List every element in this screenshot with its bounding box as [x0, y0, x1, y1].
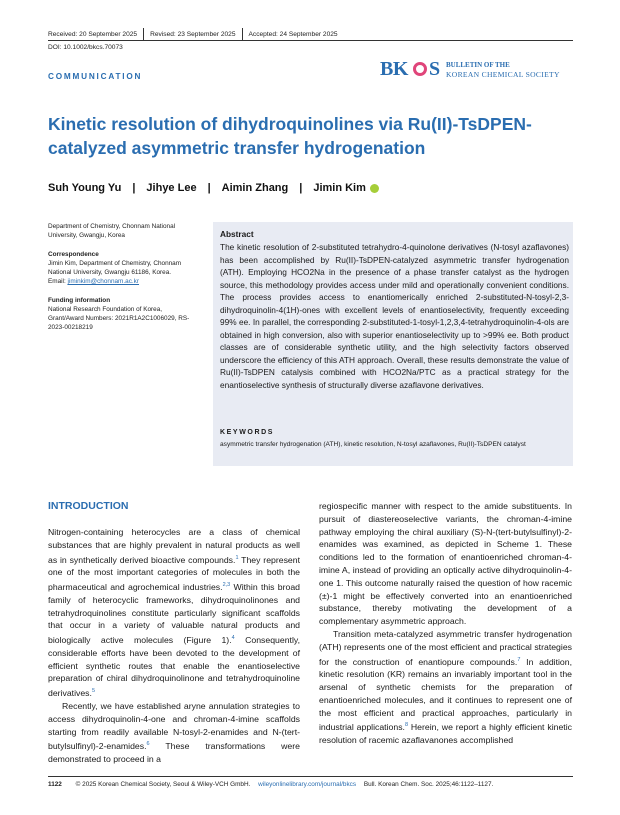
- divider: [242, 28, 243, 40]
- citation-ref[interactable]: 6: [146, 741, 150, 748]
- page-number: 1122: [48, 781, 62, 788]
- orcid-icon[interactable]: [370, 184, 379, 193]
- text-span: They represent one of the most important categories of molecules in both the pharmaceutical and agrochemical industries.: [48, 554, 301, 592]
- divider: [143, 28, 144, 40]
- section-label: COMMUNICATION: [48, 72, 143, 81]
- footer-rule: [48, 776, 573, 777]
- text-span: Consequently, considerable efforts have been devoted to the development of efficient synthetic routes that enable the enantioselective preparation of chiral dihydroquinolinone and tetrahydroquinoline derivatives.: [48, 635, 300, 699]
- text-span: These transformations were demonstrated to proceed in a: [48, 741, 300, 764]
- body-column-left: [48, 526, 300, 766]
- citation-ref[interactable]: 2,3: [222, 582, 231, 589]
- dates-bar: [48, 28, 338, 40]
- text-span: Recently, we have established aryne annulation strategies to access dihydroquinolin-4-one and chroman-4-imine scaffolds starting from readily available N-tosyl-2-enamides and N-(tert-butylsulfinyl)-2-enamides.: [48, 700, 300, 752]
- accepted-date: Accepted: 24 September 2025: [248, 30, 338, 38]
- logo-line1: BULLETIN OF THE: [446, 61, 510, 69]
- citation-ref[interactable]: 8: [404, 722, 409, 729]
- journal-logo: [380, 58, 575, 86]
- text-span: In addition, kinetic resolution (KR) remains an invariably important tool in the arsenal of synthetic chemists for the preparation of enantioenriched molecules, and it continues to represent one of the most efficient and practical approaches, particularly in industrial applications.: [319, 656, 573, 733]
- divider: |: [132, 182, 136, 194]
- logo-ring-icon: [413, 62, 427, 76]
- journal-link[interactable]: wileyonlinelibrary.com/journal/bkcs: [258, 781, 357, 788]
- abstract-text: The kinetic resolution of 2-substituted tetrahydro-4-quinolone derivatives (N-tosyl azaflavones) has been accomplished by Ru(II)-TsDPEN-catalyzed asymmetric transfer hydrogenation (ATH). Employing HCO2Na in the presence of a phase transfer catalyst as the hydrogen source, this methodology provides access under mild and operationally convenient conditions. The process provides access to enantiomerically enriched 2-substituted-N-tosyl-2,3-dihydroquinolin-4(1H)-ones with excellent levels of enantioselectivity, frequently exceeding 99% ee. In parallel, the corresponding 2-substituted-1-tosyl-1,2,3,4-tetrahydroquinolin-4-ols are obtained in high conversion, also with superior enantioselectivity up to >99% ee. Both product classes are of considerable synthetic utility, and the high selectivity factors observed underscore the efficiency of this ATH approach. Overall, these results demonstrate the value of Ru(II)-TsDPEN catalysis combined with HCO2Na/PTC as a practical strategy for the enantioselective synthesis of structurally diverse azaflavone derivatives.: [220, 242, 569, 390]
- affiliation: Department of Chemistry, Chonnam National University, Gwangju, Korea: [48, 223, 176, 239]
- paragraph: [48, 700, 300, 766]
- header-rule: [48, 40, 573, 41]
- author-name[interactable]: Suh Young Yu: [48, 182, 122, 194]
- text-span: Within this broad family of heterocyclic frameworks, dihydroquinolinones and tetrahydroquinolines constitute particularly significant scaffolds that occur in a variety of valuable natural products and biologically active molecules (Figure 1).: [48, 581, 300, 646]
- section-heading: INTRODUCTION: [48, 500, 129, 512]
- logo-line2: KOREAN CHEMICAL SOCIETY: [446, 70, 560, 79]
- author-list: [48, 182, 379, 194]
- paragraph: [319, 628, 572, 747]
- copyright: © 2025 Korean Chemical Society, Seoul & Wiley-VCH GmbH.: [75, 781, 251, 788]
- article-metadata: [48, 222, 198, 332]
- correspondence-email: [48, 277, 198, 286]
- email-link[interactable]: jiminkim@chonnam.ac.kr: [67, 278, 140, 285]
- logo-mark: BK: [380, 58, 408, 80]
- abstract-heading: Abstract: [220, 229, 254, 239]
- article-title: Kinetic resolution of dihydroquinolines via Ru(II)-TsDPEN-catalyzed asymmetric transfer hydrogenation: [48, 114, 532, 158]
- email-label: Email:: [48, 278, 68, 285]
- keywords-heading: KEYWORDS: [220, 429, 275, 436]
- funding-text: National Research Foundation of Korea, Grant/Award Numbers: 2021R1A2C1006029, RS-2023-00218219: [48, 306, 190, 331]
- logo-mark-end: S: [429, 58, 441, 80]
- text-span: Transition meta-catalyzed asymmetric transfer hydrogenation (ATH) represents one of the most efficient and practical strategies for the construction of enantiopure compounds.: [319, 628, 572, 667]
- divider: |: [299, 182, 303, 194]
- citation-ref[interactable]: 1: [235, 554, 239, 561]
- received-date: Received: 20 September 2025: [48, 30, 138, 38]
- text-span: Nitrogen-containing heterocycles are a class of chemical substances that are highly prevalent in natural products as well as in synthetically derived bioactive compounds.: [48, 527, 300, 565]
- citation-ref[interactable]: 7: [517, 656, 521, 663]
- body-column-right: [319, 500, 572, 747]
- keywords-text: asymmetric transfer hydrogenation (ATH), kinetic resolution, N-tosyl azaflavones, Ru(II)-TsDPEN catalyst: [220, 441, 526, 448]
- author-name[interactable]: Jihye Lee: [146, 182, 197, 194]
- correspondence-text: Jimin Kim, Department of Chemistry, Chonnam National University, Gwangju 61186, Korea.: [48, 260, 182, 276]
- revised-date: Revised: 23 September 2025: [150, 30, 236, 38]
- doi[interactable]: DOI: 10.1002/bkcs.70073: [48, 44, 123, 51]
- citation: Bull. Korean Chem. Soc. 2025;46:1122–1127.: [363, 781, 494, 788]
- citation-ref[interactable]: 4: [231, 635, 235, 642]
- funding-heading: Funding information: [48, 297, 111, 304]
- citation-ref[interactable]: 5: [91, 688, 96, 695]
- paragraph: [48, 526, 300, 700]
- divider: |: [207, 182, 211, 194]
- correspondence-heading: Correspondence: [48, 251, 99, 258]
- paragraph: regiospecific manner with respect to the amide substituents. In pursuit of diastereoselective variants, the chroman-4-imine pathway employing the chiral auxiliary (S)-N-(tert-butylsulfinyl)-2-enamides was examined, as depicted in Scheme 1. These conditions led to the formation of enantioenriched chroman-4-imine A, instead of providing an optically active dihydroquinolin-4-one 1. This outcome naturally raised the question of how racemic (±)-1 might be effectively converted into an enantioenriched substance, thereby motivating the development of a complementary asymmetric approach.: [319, 501, 572, 627]
- page-footer: [48, 781, 493, 788]
- author-name[interactable]: Jimin Kim: [313, 182, 366, 194]
- text-span: Herein, we report a highly efficient kinetic resolution of racemic azaflavanones accomplished: [319, 722, 572, 746]
- author-name[interactable]: Aimin Zhang: [221, 182, 289, 194]
